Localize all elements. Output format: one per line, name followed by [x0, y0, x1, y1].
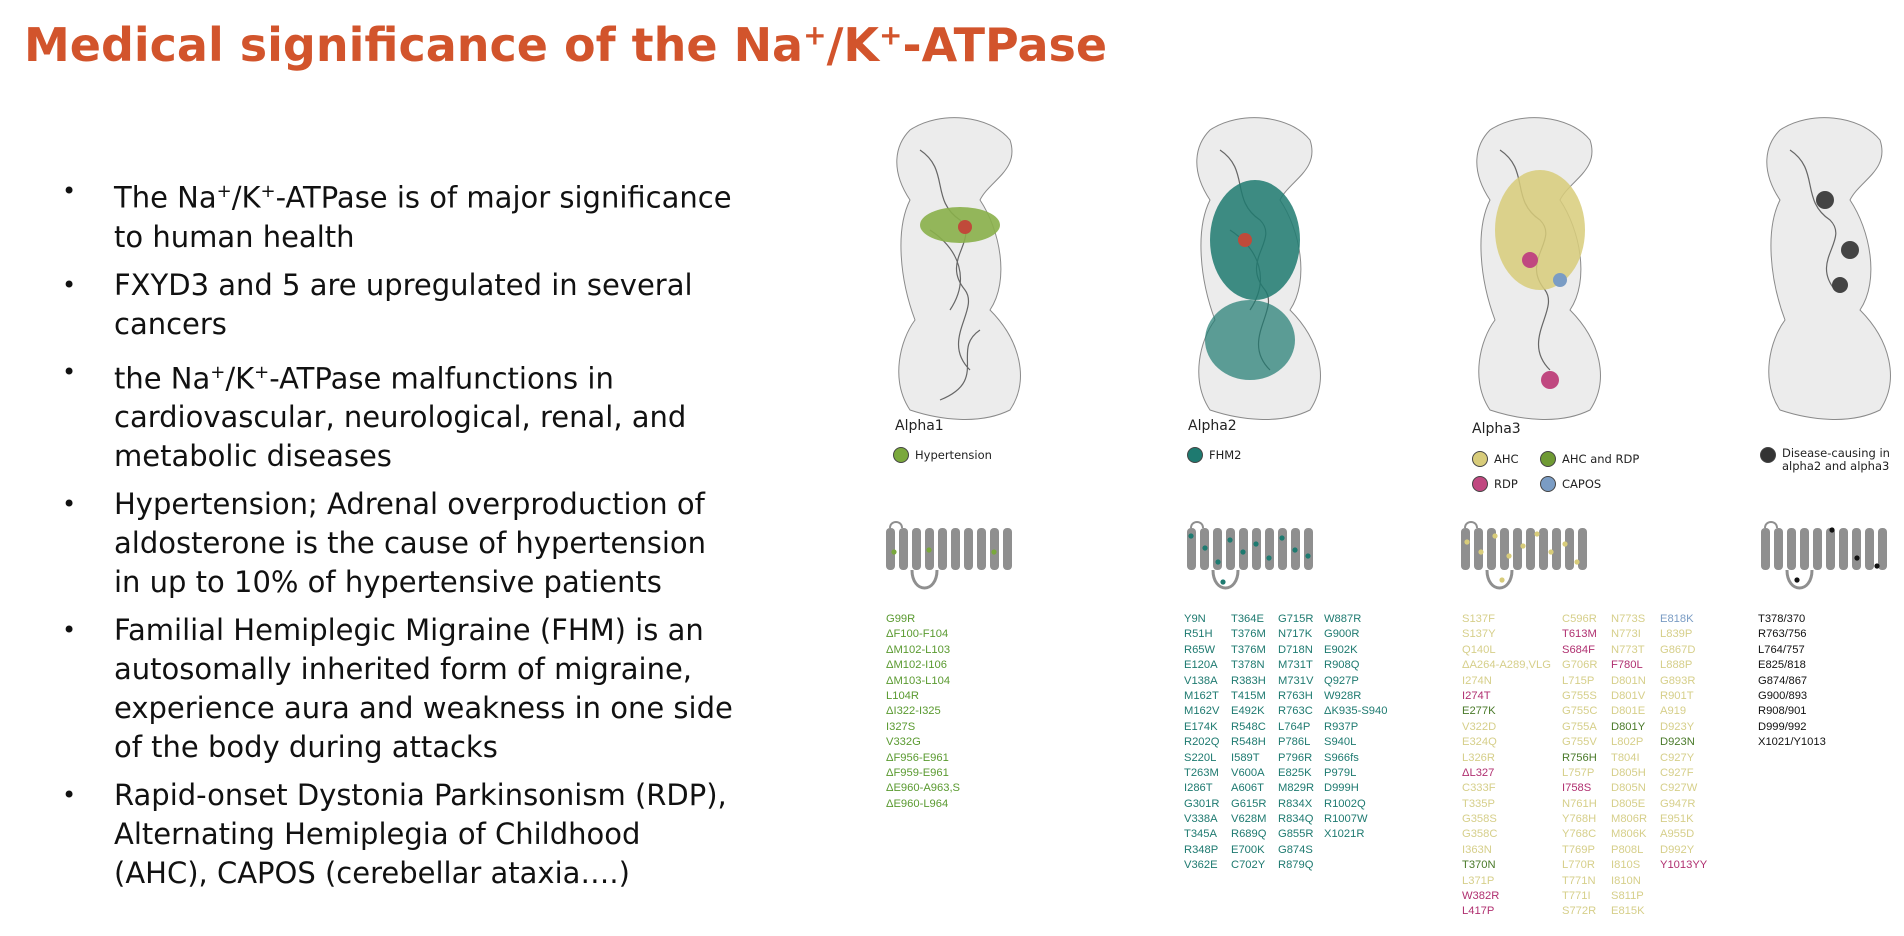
mutation-label: C927W [1660, 782, 1698, 795]
mutation-label: C596R [1562, 613, 1597, 625]
mutation-label: R763H [1278, 689, 1313, 702]
mutation-label: I327S [886, 720, 916, 733]
transmembrane-helix [1761, 528, 1770, 570]
mutation-label: V322D [1462, 720, 1497, 733]
mutation-label: D805N [1611, 782, 1646, 795]
mutation-label: L326R [1462, 751, 1495, 764]
mutation-label: ΔF956-E961 [886, 751, 949, 764]
mutation-label: E120A [1184, 659, 1218, 672]
alpha3-legend-rdp: RDP [1472, 476, 1518, 492]
mutation-label: E815K [1611, 905, 1645, 918]
alpha1-structure-image [870, 110, 1040, 430]
mutation-label: C927Y [1660, 751, 1695, 764]
mutation-label: G755V [1562, 736, 1597, 749]
mutation-label: R1002Q [1324, 797, 1366, 810]
mutation-label: R383H [1231, 674, 1266, 687]
mutation-label: ΔM102-L103 [886, 643, 951, 656]
mutation-label: S220L [1184, 751, 1217, 764]
mutation-label: S966fs [1324, 751, 1359, 764]
mutation-label: D801V [1611, 689, 1646, 702]
mutation-label: ΔK935-S940 [1324, 705, 1388, 718]
mutation-label: ΔA264-A289,VLG [1462, 659, 1551, 672]
transmembrane-helix [1839, 528, 1848, 570]
mutation-label: R879Q [1278, 859, 1314, 872]
mutation-label: G715R [1278, 613, 1314, 625]
alpha2-mutation-list-col3 [1278, 612, 1314, 874]
mutation-label: Q927P [1324, 674, 1359, 687]
mutation-label: N773S [1611, 613, 1646, 625]
alpha3-legend-capos: CAPOS [1540, 476, 1601, 492]
mutation-site-marker [1227, 537, 1232, 542]
bullet-item: • FXYD3 and 5 are upregulated in several cancers [62, 267, 693, 341]
mutation-label: D801E [1611, 705, 1646, 718]
mutation-label: ΔF100-F104 [886, 628, 949, 641]
mutation-label: G615R [1231, 797, 1267, 810]
mutation-site-marker [1794, 577, 1799, 582]
mutation-label: G755S [1562, 689, 1597, 702]
bullet-item: • The Na+/K+-ATPase is of major significance to human health [62, 177, 732, 254]
both-structure-image [1740, 110, 1904, 430]
transmembrane-helix [990, 528, 999, 570]
mutation-label: ΔM102-I106 [886, 659, 947, 672]
mutation-label: ΔF959-E961 [886, 766, 949, 779]
mutation-label: M806R [1611, 813, 1648, 826]
mutation-label: L417P [1462, 905, 1495, 918]
mutation-site-marker [1292, 547, 1297, 552]
transmembrane-helix [951, 528, 960, 570]
mutation-site-marker [1220, 579, 1225, 584]
mutation-label: L715P [1562, 674, 1595, 687]
mutation-label: D801N [1611, 674, 1646, 687]
mutation-label: G358S [1462, 813, 1497, 826]
mutation-label: R689Q [1231, 828, 1267, 841]
mutation-site-marker [1279, 535, 1284, 540]
mutation-label: V338A [1184, 813, 1218, 826]
mutation-label: I274N [1462, 674, 1492, 687]
transmembrane-helix [1500, 528, 1509, 570]
transmembrane-helix [1565, 528, 1574, 570]
transmembrane-helix [1800, 528, 1809, 570]
transmembrane-helix [1513, 528, 1522, 570]
legend-swatch [1187, 447, 1203, 463]
mutation-label: R908/901 [1758, 705, 1807, 718]
cytoplasmic-loop [1213, 570, 1238, 588]
mutation-label: ΔM103-L104 [886, 674, 951, 687]
mutation-label: T771N [1562, 874, 1596, 887]
mutation-site-marker [1202, 545, 1207, 550]
extracellular-loop [1465, 522, 1477, 528]
mutation-label: C333F [1462, 782, 1496, 795]
transmembrane-helix [1003, 528, 1012, 570]
mutation-label: T263M [1184, 766, 1219, 779]
mutation-site-marker [1574, 559, 1579, 564]
transmembrane-helix [1526, 528, 1535, 570]
transmembrane-helix [1461, 528, 1470, 570]
mutation-label: L764P [1278, 720, 1311, 733]
mutation-label: L839P [1660, 628, 1693, 641]
mutation-label: I363N [1462, 843, 1492, 856]
mutation-site-marker [1253, 541, 1258, 546]
mutation-label: T378N [1231, 659, 1265, 672]
mutation-label: C702Y [1231, 859, 1266, 872]
mutation-label: C927F [1660, 766, 1694, 779]
mutation-label: S137F [1462, 613, 1495, 625]
transmembrane-helix [1813, 528, 1822, 570]
mutation-label: V332G [886, 736, 921, 749]
mutation-label: G900R [1324, 628, 1360, 641]
mutation-site-marker [1215, 559, 1220, 564]
transmembrane-helix [886, 528, 895, 570]
mutation-label: V628M [1231, 813, 1267, 826]
extracellular-loop [1765, 522, 1777, 528]
mutation-label: X1021/Y1013 [1758, 736, 1826, 749]
alpha1-topology-diagram [882, 522, 1016, 594]
legend-swatch [1540, 451, 1556, 467]
mutation-site-marker [1305, 553, 1310, 558]
transmembrane-helix [964, 528, 973, 570]
mutation-label: I810S [1611, 859, 1641, 872]
mutation-label: E700K [1231, 843, 1265, 856]
mutation-label: N761H [1562, 797, 1597, 810]
mutation-label: R548C [1231, 720, 1266, 733]
mutation-label: T771I [1562, 890, 1591, 903]
transmembrane-helix [1552, 528, 1561, 570]
cytoplasmic-loop [1787, 570, 1812, 588]
alpha3-mutation-list-col3 [1611, 612, 1647, 920]
mutation-label: E174K [1184, 720, 1218, 733]
mutation-label: T370N [1462, 859, 1496, 872]
transmembrane-helix [899, 528, 908, 570]
mutation-label: S772R [1562, 905, 1597, 918]
mutation-label: I286T [1184, 782, 1213, 795]
mutation-label: R1007W [1324, 813, 1368, 826]
mutation-label: E825/818 [1758, 659, 1806, 672]
mutation-label: D999/992 [1758, 720, 1807, 733]
mutation-label: L764/757 [1758, 643, 1805, 656]
alpha3-mutation-list-col4 [1660, 612, 1707, 874]
mutation-label: M806K [1611, 828, 1647, 841]
mutation-label: M162T [1184, 689, 1219, 702]
transmembrane-helix [1578, 528, 1587, 570]
extracellular-loop [1191, 522, 1203, 528]
cytoplasmic-loop [912, 570, 937, 588]
mutation-label: X1021R [1324, 828, 1365, 841]
mutation-label: R65W [1184, 643, 1216, 656]
transmembrane-helix [1787, 528, 1796, 570]
mutation-site-marker [1240, 549, 1245, 554]
mutation-label: D992Y [1660, 843, 1695, 856]
transmembrane-helix [1226, 528, 1235, 570]
mutation-site-marker [1506, 553, 1511, 558]
bullet-item: • Hypertension; Adrenal overproduction of aldosterone is the cause of hypertension in up to 10% of hypertensive patients [62, 487, 706, 600]
mutation-label: Y768C [1562, 828, 1597, 841]
cytoplasmic-loop [1487, 570, 1512, 588]
alpha1-label: Alpha1 [895, 418, 944, 434]
alpha3-legend-ahc-rdp: AHC and RDP [1540, 451, 1639, 467]
mutation-label: F780L [1611, 659, 1643, 672]
transmembrane-helix [1265, 528, 1274, 570]
mutation-label: ΔE960-A963,S [886, 782, 961, 795]
mutation-label: R348P [1184, 843, 1219, 856]
both-topology-diagram [1757, 522, 1891, 594]
mutation-label: E324Q [1462, 736, 1497, 749]
mutation-label: R834Q [1278, 813, 1314, 826]
mutation-site-marker [1829, 527, 1834, 532]
mutation-label: D999H [1324, 782, 1359, 795]
mutation-label: D805H [1611, 766, 1646, 779]
transmembrane-helix [1878, 528, 1887, 570]
alpha1-mutation-list [886, 612, 960, 812]
mutation-label: R908Q [1324, 659, 1360, 672]
mutation-label: T804I [1611, 751, 1640, 764]
mutation-site-marker [1464, 539, 1469, 544]
mutation-label: W928R [1324, 689, 1362, 702]
bullet-item: • the Na+/K+-ATPase malfunctions in cardiovascular, neurological, renal, and metabolic diseases [62, 357, 687, 474]
alpha2-structure-image [1170, 110, 1340, 430]
alpha3-mutation-list-col2 [1562, 612, 1597, 920]
mutation-site-marker [1854, 555, 1859, 560]
mutation-site-marker [1499, 577, 1504, 582]
mutation-site-marker [1520, 543, 1525, 548]
mutation-label: G874/867 [1758, 674, 1808, 687]
legend-swatch [1472, 451, 1488, 467]
mutation-label: E818K [1660, 613, 1694, 625]
mutation-label: R756H [1562, 751, 1597, 764]
alpha2-mutation-list-col2 [1231, 612, 1266, 874]
mutation-label: R763/756 [1758, 628, 1807, 641]
mutation-label: L371P [1462, 874, 1495, 887]
mutation-label: L802P [1611, 736, 1644, 749]
mutation-label: V600A [1231, 766, 1265, 779]
mutation-label: N717K [1278, 628, 1313, 641]
mutation-site-marker [1874, 563, 1879, 568]
alpha3-structure-image [1450, 110, 1620, 430]
mutation-label: A955D [1660, 828, 1695, 841]
mutation-label: V138A [1184, 674, 1218, 687]
mutation-label: S684F [1562, 643, 1595, 656]
mutation-label: A919 [1660, 705, 1687, 718]
mutation-label: T376M [1231, 643, 1266, 656]
mutation-label: L757P [1562, 766, 1595, 779]
mutation-site-marker [1266, 555, 1271, 560]
alpha2-legend-item: FHM2 [1187, 447, 1242, 463]
mutation-label: G855R [1278, 828, 1314, 841]
mutation-label: P796R [1278, 751, 1313, 764]
mutation-label: V362E [1184, 859, 1218, 872]
mutation-label: Y1013YY [1660, 859, 1708, 872]
mutation-label: Q140L [1462, 643, 1496, 656]
mutation-label: S137Y [1462, 628, 1496, 641]
mutation-label: L770R [1562, 859, 1595, 872]
mutation-label: P808L [1611, 843, 1644, 856]
mutation-label: D805E [1611, 797, 1646, 810]
mutation-label: E825K [1278, 766, 1312, 779]
transmembrane-helix [1852, 528, 1861, 570]
mutation-label: G900/893 [1758, 689, 1808, 702]
mutation-site-marker [1492, 533, 1497, 538]
mutation-label: W382R [1462, 890, 1500, 903]
mutation-label: G867D [1660, 643, 1696, 656]
mutation-label: P786L [1278, 736, 1311, 749]
mutation-label: ΔL327 [1462, 766, 1495, 779]
alpha2-mutation-list-col1 [1184, 612, 1219, 874]
both-mutation-list [1758, 612, 1826, 751]
mutation-label: M162V [1184, 705, 1220, 718]
mutation-label: S940L [1324, 736, 1357, 749]
mutation-label: Y768H [1562, 813, 1597, 826]
mutation-label: M829R [1278, 782, 1315, 795]
alpha3-label: Alpha3 [1472, 421, 1521, 437]
transmembrane-helix [1826, 528, 1835, 570]
mutation-label: T335P [1462, 797, 1495, 810]
mutation-label: G947R [1660, 797, 1696, 810]
mutation-site-marker [1478, 549, 1483, 554]
mutation-label: M731V [1278, 674, 1314, 687]
mutation-site-marker [1188, 533, 1193, 538]
mutation-label: D718N [1278, 643, 1313, 656]
mutation-label: T769P [1562, 843, 1595, 856]
mutation-label: A606T [1231, 782, 1264, 795]
mutation-label: S811P [1611, 890, 1644, 903]
mutation-label: I758S [1562, 782, 1592, 795]
mutation-label: T376M [1231, 628, 1266, 641]
transmembrane-helix [938, 528, 947, 570]
mutation-label: T345A [1184, 828, 1217, 841]
bullet-item: • Familial Hemiplegic Migraine (FHM) is an autosomally inherited form of migraine, experience aura and weakness in one side of the body during attacks [62, 613, 733, 765]
transmembrane-helix [1278, 528, 1287, 570]
mutation-label: M731T [1278, 659, 1313, 672]
mutation-label: G358C [1462, 828, 1498, 841]
mutation-label: D923Y [1660, 720, 1695, 733]
legend-swatch [893, 447, 909, 463]
transmembrane-helix [912, 528, 921, 570]
mutation-label: ΔI322-I325 [886, 705, 941, 718]
mutation-label: ΔE960-L964 [886, 797, 949, 810]
mutation-site-marker [891, 549, 896, 554]
mutation-label: T364E [1231, 613, 1264, 625]
mutation-label: G874S [1278, 843, 1313, 856]
transmembrane-helix [1474, 528, 1483, 570]
mutation-site-marker [926, 547, 931, 552]
alpha2-label: Alpha2 [1188, 418, 1237, 434]
mutation-label: Y9N [1184, 613, 1206, 625]
alpha3-topology-diagram [1457, 522, 1591, 594]
mutation-site-marker [1534, 531, 1539, 536]
bullet-list [58, 172, 738, 902]
transmembrane-helix [1774, 528, 1783, 570]
mutation-label: P979L [1324, 766, 1357, 779]
mutation-label: D801Y [1611, 720, 1646, 733]
mutation-label: E492K [1231, 705, 1265, 718]
mutation-label: G755C [1562, 705, 1598, 718]
mutation-label: R548H [1231, 736, 1266, 749]
mutation-label: W887R [1324, 613, 1362, 625]
mutation-site-marker [1548, 549, 1553, 554]
both-legend-item: Disease-causing in alpha2 and alpha3 [1760, 447, 1900, 473]
mutation-site-marker [991, 549, 996, 554]
transmembrane-helix [1252, 528, 1261, 570]
mutation-label: R202Q [1184, 736, 1220, 749]
alpha2-topology-diagram [1183, 522, 1317, 594]
bullet-item: • Rapid-onset Dystonia Parkinsonism (RDP), Alternating Hemiplegia of Childhood (AHC), CAPOS (cerebellar ataxia….) [62, 778, 727, 891]
legend-swatch [1540, 476, 1556, 492]
mutation-label: E951K [1660, 813, 1694, 826]
mutation-label: E902K [1324, 643, 1358, 656]
alpha3-legend-ahc: AHC [1472, 451, 1519, 467]
mutation-label: L104R [886, 689, 919, 702]
mutation-label: I810N [1611, 874, 1641, 887]
mutation-label: R51H [1184, 628, 1213, 641]
mutation-label: D923N [1660, 736, 1695, 749]
mutation-label: T378/370 [1758, 613, 1806, 625]
mutation-label: N773T [1611, 643, 1645, 656]
extracellular-loop [890, 522, 902, 528]
legend-swatch [1760, 447, 1776, 463]
mutation-site-marker [1562, 541, 1567, 546]
mutation-label: G99R [886, 613, 916, 625]
mutation-label: L888P [1660, 659, 1693, 672]
transmembrane-helix [1865, 528, 1874, 570]
mutation-label: I589T [1231, 751, 1260, 764]
mutation-label: T415M [1231, 689, 1266, 702]
mutation-label: E277K [1462, 705, 1496, 718]
slide-title: Medical significance of the Na+/K+-ATPase [24, 18, 1108, 72]
mutation-label: G893R [1660, 674, 1696, 687]
mutation-label: R763C [1278, 705, 1313, 718]
mutation-label: N773I [1611, 628, 1641, 641]
transmembrane-helix [1539, 528, 1548, 570]
mutation-label: G755A [1562, 720, 1597, 733]
mutation-label: R834X [1278, 797, 1313, 810]
alpha3-mutation-list-col1 [1462, 612, 1551, 920]
transmembrane-helix [1239, 528, 1248, 570]
alpha2-mutation-list-col4 [1324, 612, 1387, 843]
legend-swatch [1472, 476, 1488, 492]
mutation-label: I274T [1462, 689, 1491, 702]
mutation-label: T613M [1562, 628, 1597, 641]
mutation-label: G301R [1184, 797, 1220, 810]
transmembrane-helix [977, 528, 986, 570]
transmembrane-helix [1304, 528, 1313, 570]
alpha1-legend-item: Hypertension [893, 447, 992, 463]
mutation-label: G706R [1562, 659, 1598, 672]
mutation-label: R937P [1324, 720, 1359, 733]
mutation-label: R901T [1660, 689, 1694, 702]
